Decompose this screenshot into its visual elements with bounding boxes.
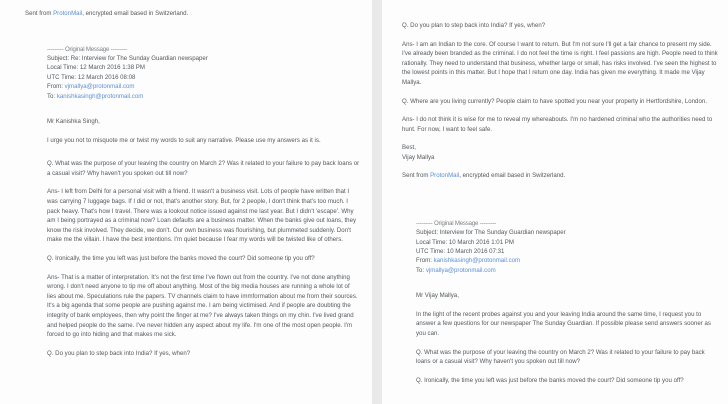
document-page-right [382, 0, 728, 404]
original-message-header-left [47, 45, 360, 101]
spacer [402, 181, 718, 219]
protonmail-footer-note-left [25, 9, 360, 19]
header-row-subject-right [416, 228, 718, 237]
from-label-left: From: [47, 83, 63, 91]
protonmail-link-right[interactable]: ProtonMail [430, 172, 460, 180]
header-row-subject-left [47, 54, 360, 63]
subject-label-left: Subject: [47, 55, 70, 62]
request-question-1-right: Q. What was the purpose of your leaving the country on March 2? Was it related to your failure to pay back loans or a casual visit? Why haven't you spoken out till now? [416, 348, 705, 366]
question-2-left: Q. Ironically, the time you left was just before the banks moved the court? Did someone tip you off? [47, 254, 315, 262]
header-row-local-time-left [47, 63, 360, 72]
salutation-left: Mr Kanishka Singh, [47, 118, 100, 126]
from-email-link-left[interactable]: vjmallya@protonmail.com [64, 83, 135, 91]
answer-2-right: Ans- I do not think it is wise for me to reveal my whereabouts. I'm no hardened criminal who the authorities need to hunt. For now, I want to feel safe. [402, 116, 713, 133]
letter-body-right [416, 291, 718, 385]
local-time-label-left: Local Time: [47, 64, 79, 72]
answer-2-left: Ans- That is a matter of interpretation. It's not the first time I've flown out from the country. I've not done anything wrong. I don't need anyone to tip me off about anything. Most of the big media houses are running a whole lot of lies about me. Speculations rule the papers. TV channels claim to have immformation about me from their sources. It's a big agenda that some people are pushing against me. I am being victimised. And if people are doubting the integrity of bank employees, then why point the finger at me? I've always taken things on my chin. I've lived grand and helped people do the same. I've never hidden any aspect about my life. I'm one of the most open people. I'm forced to go into hiding and that makes me sick. [47, 273, 358, 339]
header-row-to-right [416, 266, 718, 275]
intro-paragraph-left: I urge you not to misquote me or twist my words to suit any narrative. Please use my answers as it is. [47, 136, 321, 144]
subject-value-left: Re: Interview for The Sunday Guardian newspaper [70, 55, 208, 62]
original-message-divider-left: --------- Original Message --------- [47, 45, 128, 53]
footer-note-prefix-left: Sent from [25, 10, 54, 17]
protonmail-link-left[interactable]: ProtonMail [53, 10, 83, 17]
question-2-right: Q. Where are you living currently? People claim to have spotted you near your property in Hertfordshire, London. [402, 97, 707, 105]
footer-note-suffix-left: , encrypted email based in Switzerland. [82, 10, 189, 17]
page-right-content [402, 12, 718, 385]
signoff-name-right: Vijay Mallya [402, 153, 435, 161]
spacer [402, 12, 718, 21]
header-row-to-left [47, 92, 360, 101]
to-email-link-left[interactable]: kanishkasingh@protonmail.com [56, 92, 144, 100]
spacer [25, 101, 360, 117]
intro-paragraph-right: In the light of the recent probes against you and your leaving India around the same time, I request you to answer a few questions for our newspaper The Sunday Guardian. If possible please send answers sooner as you can. [416, 310, 711, 337]
utc-time-label-right: UTC Time: [416, 247, 446, 255]
utc-time-value-right: 10 March 2016 07:31 [446, 247, 505, 255]
footer-note-prefix-right: Sent from [402, 172, 431, 180]
from-email-link-right[interactable]: kanishkasingh@protonmail.com [433, 257, 521, 265]
local-time-value-right: 10 March 2016 1:01 PM [448, 238, 514, 246]
spacer [402, 162, 718, 171]
utc-time-value-left: 12 March 2016 08:08 [77, 73, 136, 81]
to-email-link-right[interactable]: vjmallya@protonmail.com [425, 266, 496, 274]
footer-note-suffix-right: , encrypted email based in Switzerland. [459, 172, 566, 180]
header-row-local-time-right [416, 238, 718, 247]
header-row-from-right [416, 256, 718, 265]
to-label-right: To: [416, 266, 425, 274]
request-question-2-right: Q. Ironically, the time you left was just before the banks moved the court? Did someone tip you off? [416, 376, 684, 384]
header-row-from-left [47, 82, 360, 91]
local-time-label-right: Local Time: [416, 238, 448, 246]
spacer [25, 19, 360, 45]
subject-label-right: Subject: [416, 229, 439, 237]
subject-value-right: Interview for The Sunday Guardian newspaper [439, 229, 566, 237]
to-label-left: To: [47, 92, 56, 100]
spacer [402, 275, 718, 291]
local-time-value-left: 12 March 2016 1:38 PM [79, 64, 145, 72]
utc-time-label-left: UTC Time: [47, 73, 77, 81]
header-row-utc-time-right [416, 247, 718, 256]
original-message-header-right [416, 219, 718, 275]
original-message-divider-right: --------- Original Message --------- [416, 219, 497, 227]
letter-body-left [47, 117, 360, 358]
answer-1-left: Ans- I left from Delhi for a personal visit with a friend. It wasn't a business visit. Lots of people have written that I was carrying 7 luggage bags. If I did or not, that's another story. But, for 2 people, I don't think that's too much. I pack heavy. That's how I travel. There was a lookout notice issued against me last year. But I didn't 'escape'. Why am I being portrayed as a criminal now? Loan defaults are a business matter. When the banks give out loans, they know the risk involved. They decide, we don't. Our own business was flourishing, but plummeted suddenly. Don't make me the villain. I have the best intentions. I'm quiet because I fear my words will be twisted like of others. [47, 188, 357, 244]
answer-1-right: Ans- I am an Indian to the core. Of course I want to return. But I'm not sure I'll get a fair chance to present my side. I've already been branded as the criminal. I do not feel the time is right. I feel passions are high. People need to think rationally. They need to understand that business, whether large or small, has risks involved. I've seen the highest to the lowest points in this matter. But I hope that I return one day. India has given me everything. It made me Vijay Mallya. [402, 40, 718, 86]
from-label-right: From: [416, 257, 432, 265]
question-3-left: Q. Do you plan to step back into India? If yes, when? [47, 349, 191, 357]
question-1-right: Q. Do you plan to step back into India? If yes, when? [402, 22, 546, 29]
page-left-content [25, 9, 360, 358]
page-gutter-divider [372, 0, 382, 404]
signoff-closing-right: Best, [402, 144, 416, 152]
protonmail-footer-note-right [402, 171, 718, 181]
question-1-left: Q. What was the purpose of your leaving the country on March 2? Was it related to your failure to pay back loans or a casual visit? Why haven't you spoken out till now? [47, 160, 360, 177]
header-row-utc-time-left [47, 73, 360, 82]
salutation-right: Mr Vijay Mallya, [416, 292, 459, 300]
